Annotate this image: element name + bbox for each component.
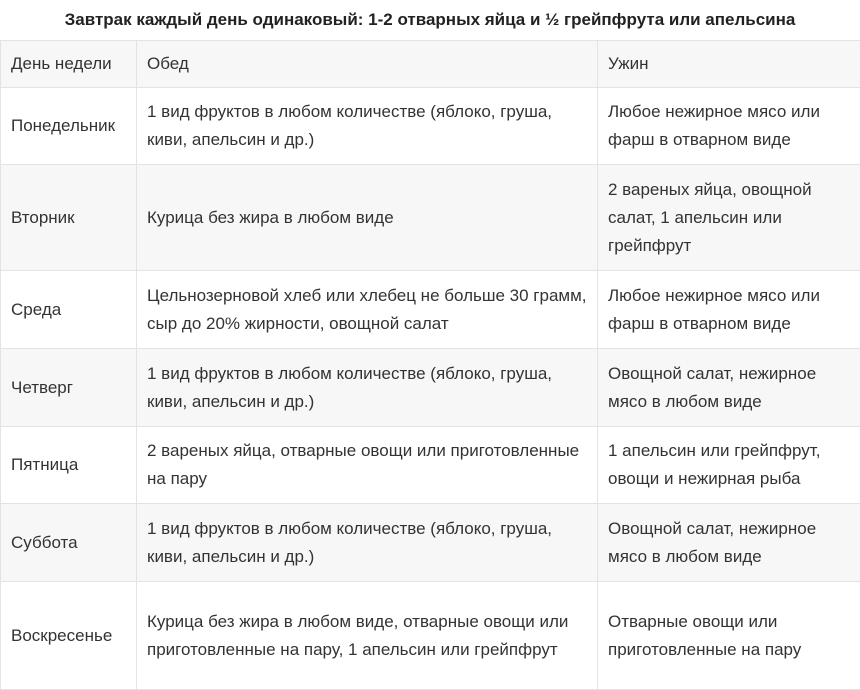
table-row [1, 88, 860, 165]
lunch-cell: 1 вид фруктов в любом количестве (яблоко, груша, киви, апельсин и др.) [137, 504, 598, 582]
dinner-cell: Любое нежирное мясо или фарш в отварном виде [598, 271, 860, 349]
column-header-day: День недели [1, 41, 137, 88]
lunch-cell: Цельнозерновой хлеб или хлебец не больше 30 грамм, сыр до 20% жирности, овощной салат [137, 271, 598, 349]
day-cell: Среда [1, 271, 137, 349]
day-cell: Суббота [1, 504, 137, 582]
dinner-cell: 2 вареных яйца, овощной салат, 1 апельсин или грейпфрут [598, 165, 860, 271]
dinner-cell: Овощной салат, нежирное мясо в любом виде [598, 504, 860, 582]
table-row [1, 165, 860, 271]
day-cell: Четверг [1, 349, 137, 427]
table-row [1, 271, 860, 349]
table-row [1, 349, 860, 427]
diet-table [0, 40, 860, 690]
lunch-cell: Курица без жира в любом виде, отварные овощи или приготовленные на пару, 1 апельсин или грейпфрут [137, 582, 598, 690]
lunch-cell: Курица без жира в любом виде [137, 165, 598, 271]
dinner-cell: Овощной салат, нежирное мясо в любом виде [598, 349, 860, 427]
table-row [1, 504, 860, 582]
column-header-dinner: Ужин [598, 41, 860, 88]
table-row [1, 427, 860, 504]
dinner-cell: 1 апельсин или грейпфрут, овощи и нежирная рыба [598, 427, 860, 504]
table-row [1, 582, 860, 690]
dinner-cell: Отварные овощи или приготовленные на пару [598, 582, 860, 690]
dinner-cell: Любое нежирное мясо или фарш в отварном виде [598, 88, 860, 165]
day-cell: Вторник [1, 165, 137, 271]
table-title: Завтрак каждый день одинаковый: 1-2 отварных яйца и ½ грейпфрута или апельсина [0, 0, 860, 40]
day-cell: Пятница [1, 427, 137, 504]
day-cell: Воскресенье [1, 582, 137, 690]
day-cell: Понедельник [1, 88, 137, 165]
table-header-row [1, 41, 860, 88]
column-header-lunch: Обед [137, 41, 598, 88]
lunch-cell: 1 вид фруктов в любом количестве (яблоко, груша, киви, апельсин и др.) [137, 349, 598, 427]
lunch-cell: 2 вареных яйца, отварные овощи или приготовленные на пару [137, 427, 598, 504]
lunch-cell: 1 вид фруктов в любом количестве (яблоко, груша, киви, апельсин и др.) [137, 88, 598, 165]
